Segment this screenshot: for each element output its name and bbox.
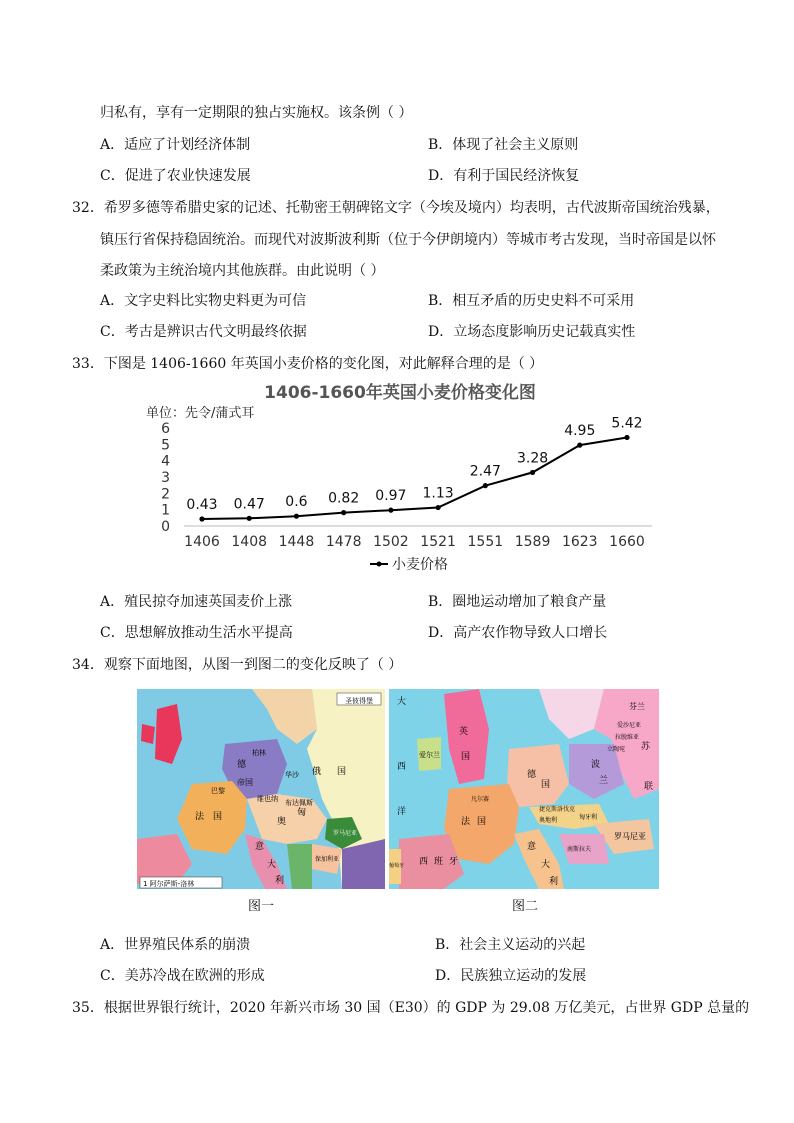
data-point [577, 443, 582, 448]
q31-option-a[interactable]: A．适应了计划经济体制 [100, 137, 251, 153]
map2-label-uk1: 英 [459, 727, 469, 737]
map2-label-romania: 罗马尼亚 [614, 832, 646, 841]
legend-marker [377, 562, 382, 567]
data-point [530, 470, 535, 475]
map2-label-italy3: 利 [549, 877, 559, 887]
q31-option-b[interactable]: B．体现了社会主义原则 [428, 137, 579, 153]
map1-label-austria: 奥 [277, 817, 287, 827]
map1-label-germany2: 帝国 [237, 778, 253, 787]
y-tick-label: 1 [161, 502, 170, 519]
map1-label-berlin: 柏林 [252, 749, 266, 757]
data-label: 3.28 [516, 450, 549, 467]
data-point [483, 483, 488, 488]
q33-option-d[interactable]: D．高产农作物导致人口增长 [428, 625, 608, 641]
map2-label-ocean1: 大 [397, 697, 407, 707]
data-label: 5.42 [611, 415, 643, 432]
map1-label-france: 法 [195, 812, 205, 822]
map1-label-italy1: 意 [255, 842, 265, 852]
series-line-wheat-price [202, 438, 627, 520]
q35-stem: 35．根据世界银行统计，2020 年新兴市场 30 国（E30）的 GDP 为 29.08 万亿美元，占世界 GDP 总量的 [72, 1000, 750, 1016]
y-tick-label: 6 [161, 421, 170, 437]
map2-label-poland1: 波 [591, 760, 601, 770]
q31-stem-continuation: 归私有，享有一定期限的独占实施权。该条例（ ） [100, 105, 413, 121]
map2-label-estonia: 爱沙尼亚 [617, 722, 642, 729]
map2-label-italy1: 意 [527, 842, 537, 852]
q31-option-d[interactable]: D．有利于国民经济恢复 [428, 168, 580, 184]
x-tick-label: 1589 [514, 534, 551, 550]
y-tick-label: 2 [161, 486, 170, 503]
data-point [436, 505, 441, 510]
x-tick-label: 1406 [184, 534, 220, 550]
y-tick-label: 5 [161, 437, 170, 454]
x-tick-label: 1478 [325, 534, 362, 550]
map2-label-spain3: 牙 [449, 857, 459, 867]
map2-label-germany: 德 [527, 770, 537, 780]
map2-label-france1: 法 [461, 817, 471, 827]
q32-option-c[interactable]: C．考古是辨识古代文明最终依据 [100, 324, 307, 340]
data-label: 4.95 [564, 423, 596, 440]
q33-option-b[interactable]: B．圈地运动增加了粮食产量 [428, 594, 607, 610]
q32-option-a[interactable]: A．文字史料比实物史料更为可信 [100, 293, 307, 309]
map-figure-1 [137, 689, 385, 889]
map2-label-portugal: 葡萄牙 [389, 863, 405, 869]
data-label: 1.13 [422, 485, 454, 502]
x-tick-label: 1448 [278, 534, 315, 550]
x-tick-label: 1521 [420, 534, 456, 550]
map1-label-budapest: 布达佩斯 [285, 799, 313, 807]
chart-legend [370, 556, 448, 573]
map-2-drawing [389, 689, 659, 889]
q32-stem-line1: 32．希罗多德等希腊史家的记述、托勒密王朝碑铭文字（今埃及境内）均表明，古代波斯帝国统治残暴， [72, 200, 720, 216]
chart-title: 1406-1660年英国小麦价格变化图 [264, 383, 536, 403]
map1-label-vienna: 维也纳 [257, 795, 278, 803]
map-1-caption: 图一 [248, 899, 275, 914]
map2-label-lithuania: 立陶宛 [607, 746, 626, 753]
data-label: 0.43 [186, 496, 218, 513]
map1-label-hungary: 匈 [297, 808, 307, 818]
map2-label-austria: 奥地利 [539, 817, 558, 824]
y-tick-label: 4 [161, 453, 170, 470]
data-point [199, 516, 204, 521]
data-label: 0.6 [285, 494, 308, 511]
q33-option-c[interactable]: C．思想解放推动生活水平提高 [100, 625, 293, 641]
q33-stem: 33．下图是 1406-1660 年英国小麦价格的变化图，对此解释合理的是（ ） [72, 356, 544, 372]
q34-option-c[interactable]: C．美苏冷战在欧洲的形成 [100, 968, 265, 984]
map2-label-ocean3: 洋 [397, 807, 407, 817]
map-figure-2 [389, 689, 654, 889]
map2-label-ussr2: 联 [644, 782, 654, 792]
q31-option-c[interactable]: C．促进了农业快速发展 [100, 168, 251, 184]
map2-label-france2: 国 [477, 817, 487, 827]
map2-label-spain2: 班 [434, 857, 444, 867]
map1-label-bulgaria: 保加利亚 [315, 856, 340, 863]
data-label: 0.47 [233, 496, 265, 513]
q33-option-a[interactable]: A．殖民掠夺加速英国麦价上涨 [100, 594, 293, 610]
map1-label-italy3: 利 [275, 876, 285, 886]
map2-label-finland: 芬兰 [629, 702, 645, 711]
q34-option-a[interactable]: A．世界殖民体系的崩溃 [100, 937, 251, 953]
chart-unit-label: 单位：先令/蒲式耳 [146, 406, 255, 421]
q34-stem: 34．观察下面地图，从图一到图二的变化反映了（ ） [72, 657, 403, 673]
map1-label-paris: 巴黎 [211, 787, 225, 795]
map-1-drawing [137, 689, 385, 889]
y-tick-label: 3 [161, 470, 170, 486]
q32-stem-line3: 柔政策为主统治境内其他族群。由此说明（ ） [100, 263, 385, 279]
data-labels [186, 415, 642, 513]
data-label: 2.47 [469, 463, 501, 480]
map2-label-poland2: 兰 [599, 776, 609, 786]
map2-label-yugo: 南斯拉夫 [567, 846, 592, 853]
q32-option-b[interactable]: B．相互矛盾的历史史料不可采用 [428, 293, 635, 309]
map-2-caption: 图二 [512, 899, 539, 914]
map2-label-uk2: 国 [461, 752, 471, 762]
x-tick-label: 1551 [467, 534, 504, 550]
map2-label-germany2: 国 [541, 780, 551, 790]
map1-label-germany: 德 [237, 760, 247, 770]
data-point [341, 510, 346, 515]
map2-label-czech: 捷克斯洛伐克 [539, 806, 576, 813]
map1-label-france2: 国 [213, 812, 223, 822]
x-tick-label: 1660 [609, 534, 645, 550]
map1-label-italy2: 大 [267, 860, 277, 870]
x-ticks [184, 534, 645, 550]
data-point [294, 514, 299, 519]
q32-option-d[interactable]: D．立场态度影响历史记载真实性 [428, 324, 636, 340]
x-tick-label: 1502 [373, 534, 409, 550]
map1-label-russia: 俄 [312, 767, 322, 777]
map2-label-latvia: 拉脱维亚 [615, 734, 640, 741]
legend-label: 小麦价格 [392, 557, 448, 573]
map1-label-warsaw: 华沙 [285, 771, 299, 779]
y-tick-label: 0 [161, 519, 170, 535]
wheat-price-chart [130, 376, 670, 581]
map2-label-spain1: 西 [419, 857, 429, 867]
x-tick-label: 1623 [561, 534, 598, 550]
map2-label-versailles: 凡尔赛 [471, 796, 490, 803]
data-point [624, 435, 629, 440]
x-tick-label: 1408 [231, 534, 268, 550]
map1-note: 1 阿尔萨斯-洛林 [143, 880, 195, 888]
data-label: 0.82 [328, 490, 360, 507]
map1-label-russia2: 国 [337, 767, 347, 777]
data-label: 0.97 [375, 488, 407, 505]
q34-option-d[interactable]: D．民族独立运动的发展 [435, 968, 587, 984]
map2-label-ocean2: 西 [397, 762, 407, 772]
data-point [388, 508, 393, 513]
map1-legend-label: 圣彼得堡 [345, 697, 373, 705]
data-point [247, 516, 252, 521]
q34-option-b[interactable]: B．社会主义运动的兴起 [435, 937, 586, 953]
q32-stem-line2: 镇压行省保持稳固统治。而现代对波斯波利斯（位于今伊朗境内）等城市考古发现，当时帝国是以怀 [100, 232, 716, 248]
map2-label-ussr1: 苏 [641, 742, 651, 752]
map2-label-hungary: 匈牙利 [579, 814, 598, 821]
map1-label-romania: 罗马尼亚 [333, 830, 358, 837]
map2-label-italy2: 大 [541, 860, 551, 870]
map2-label-ireland: 爱尔兰 [419, 751, 440, 759]
y-ticks [161, 421, 170, 535]
